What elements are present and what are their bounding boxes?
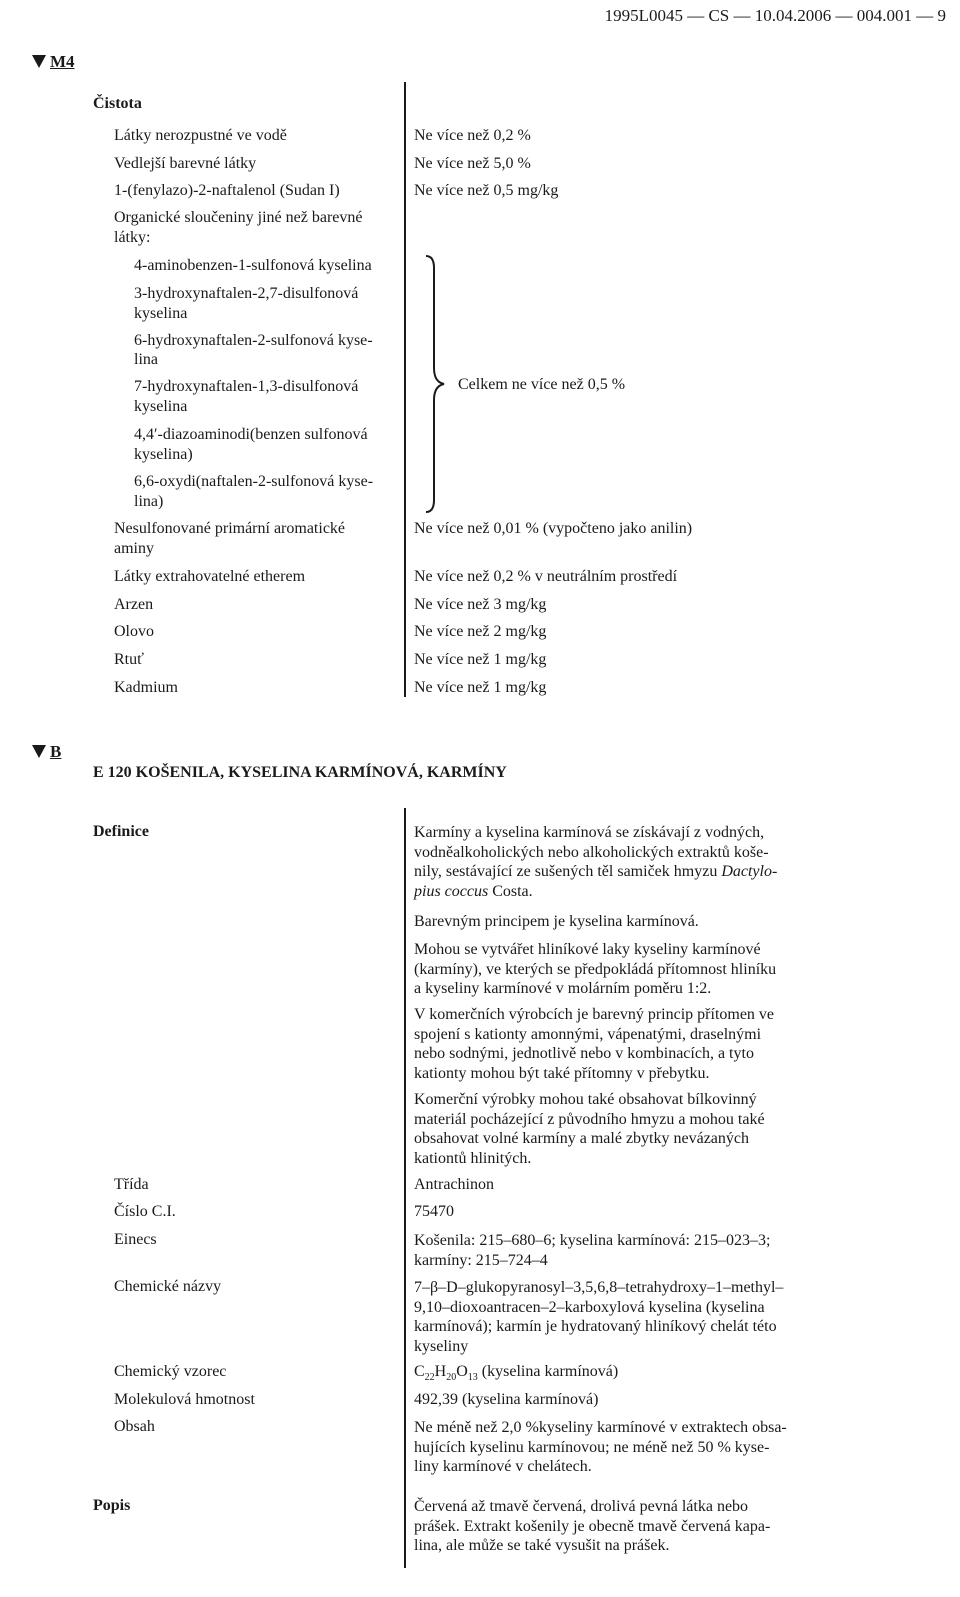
sub-item: 4,4′-diazoaminodi(benzen sulfonová — [134, 426, 368, 443]
sub-item: kyselina) — [134, 446, 193, 463]
definice-paragraph-2: Barevným principem je kyselina karmínová. — [414, 913, 699, 930]
column-divider — [404, 808, 406, 1568]
definice-paragraph-1: Karmíny a kyselina karmínová se získávají z vodných, vodněalkoholických nebo alkoholických extraktů koše- nily, sestávající ze sušených těl samiček hmyzu Dactylo- pius coccus Costa. — [414, 824, 778, 900]
row-label: Nesulfonované primární aromatické — [114, 520, 346, 537]
definice-paragraph-4: V komerčních výrobcích je barevný princip přítomen ve spojení s kationty amonnými, vápenatými, draselnými nebo sodnými, jednotlivě nebo v kombinacích, a tyto kationty mohou být také přítomny v přebytku. — [414, 1006, 775, 1082]
einecs-value: Košenila: 215–680–6; kyselina karmínová: 215–023–3; karmíny: 215–724–4 — [414, 1232, 771, 1269]
row-label: Arzen — [114, 596, 154, 613]
definice-paragraph-5: Komerční výrobky mohou také obsahovat bílkovinný materiál pocházející z původního hmyzu a mohou také obsahovat volné karmíny a malé zbytky nevázaných kationtů hlinitých. — [414, 1091, 765, 1167]
row-label: Látky nerozpustné ve vodě — [114, 127, 287, 144]
chem-names-label: Chemické názvy — [114, 1278, 222, 1295]
row-label: Vedlejší barevné látky — [114, 155, 257, 172]
section-title-cistota: Čistota — [93, 95, 142, 112]
row-label: 1-(fenylazo)-2-naftalenol (Sudan I) — [114, 182, 340, 199]
row-value: Ne více než 1 mg/kg — [414, 679, 547, 696]
popis-label: Popis — [93, 1497, 131, 1514]
formula-label: Chemický vzorec — [114, 1363, 227, 1380]
row-value: Ne více než 0,2 % — [414, 127, 531, 144]
row-value: Ne více než 0,2 % v neutrálním prostředí — [414, 568, 678, 585]
triangle-down-icon — [32, 55, 46, 68]
section-title-e120: E 120 KOŠENILA, KYSELINA KARMÍNOVÁ, KARMÍNY — [93, 764, 507, 781]
row-label: Olovo — [114, 623, 154, 640]
document-reference: 1995L0045 — CS — 10.04.2006 — 004.001 — 9 — [604, 6, 946, 25]
row-value: Ne více než 3 mg/kg — [414, 596, 547, 613]
formula-value: $C_{22}H_{20}O_{13}$ (kyselina karmínová) — [414, 1363, 619, 1383]
sub-item: kyselina — [134, 398, 188, 415]
row-label: Rtuť — [114, 651, 144, 668]
row-label: aminy — [114, 540, 154, 557]
ci-label: Číslo C.I. — [114, 1203, 176, 1220]
sub-item: 4-aminobenzen-1-sulfonová kyselina — [134, 257, 372, 274]
right-brace — [418, 254, 448, 514]
triangle-down-icon — [32, 745, 46, 758]
obsah-label: Obsah — [114, 1418, 155, 1435]
row-value: Ne více než 2 mg/kg — [414, 623, 547, 640]
brace-value: Celkem ne více než 0,5 % — [458, 376, 626, 393]
trida-value: Antrachinon — [414, 1176, 494, 1193]
sub-item: kyselina — [134, 305, 188, 322]
amendment-marker-b[interactable]: B — [32, 742, 61, 762]
row-value: Ne více než 1 mg/kg — [414, 651, 547, 668]
sub-item: 3-hydroxynaftalen-2,7-disulfonová — [134, 285, 359, 302]
organic-label: látky: — [114, 229, 151, 246]
row-label: Látky extrahovatelné etherem — [114, 568, 306, 585]
amendment-marker-m4[interactable]: M4 — [32, 52, 75, 72]
definice-label: Definice — [93, 823, 149, 840]
column-divider — [404, 82, 406, 697]
row-label: Kadmium — [114, 679, 178, 696]
chem-names-value: 7–β–D–glukopyranosyl–3,5,6,8–tetrahydroxy–1–methyl– 9,10–dioxoantracen–2–karboxylová kyselina (kyselina karmínová); karmín je hydratovaný hliníkový chelát této kyseliny — [414, 1279, 784, 1355]
mw-value: 492,39 (kyselina karmínová) — [414, 1391, 599, 1408]
sub-item: 6-hydroxynaftalen-2-sulfonová kyse- — [134, 332, 373, 349]
einecs-label: Einecs — [114, 1231, 157, 1248]
obsah-value: Ne méně než 2,0 %kyseliny karmínové v extraktech obsa- hujících kyselinu karmínovou; ne méně než 50 % kyse- liny karmínové v chelátech. — [414, 1419, 787, 1475]
sub-item: lina — [134, 351, 158, 368]
row-value: Ne více než 0,01 % (vypočteno jako anilin) — [414, 520, 693, 537]
sub-item: lina) — [134, 493, 164, 510]
sub-item: 7-hydroxynaftalen-1,3-disulfonová — [134, 378, 359, 395]
row-value: Ne více než 0,5 mg/kg — [414, 182, 559, 199]
sub-item: 6,6-oxydi(naftalen-2-sulfonová kyse- — [134, 473, 374, 490]
popis-value: Červená až tmavě červená, drolivá pevná látka nebo prášek. Extrakt košenily je obecně tmavě červená kapa- lina, ale může se také vysušit na prášek. — [414, 1498, 771, 1554]
definice-paragraph-3: Mohou se vytvářet hliníkové laky kyseliny karmínové (karmíny), ve kterých se předpokládá přítomnost hliníku a kyseliny karmínové v molárním poměru 1:2. — [414, 941, 777, 997]
mw-label: Molekulová hmotnost — [114, 1391, 255, 1408]
ci-value: 75470 — [414, 1203, 454, 1220]
trida-label: Třída — [114, 1176, 149, 1193]
organic-label: Organické sloučeniny jiné než barevné — [114, 209, 363, 226]
row-value: Ne více než 5,0 % — [414, 155, 531, 172]
